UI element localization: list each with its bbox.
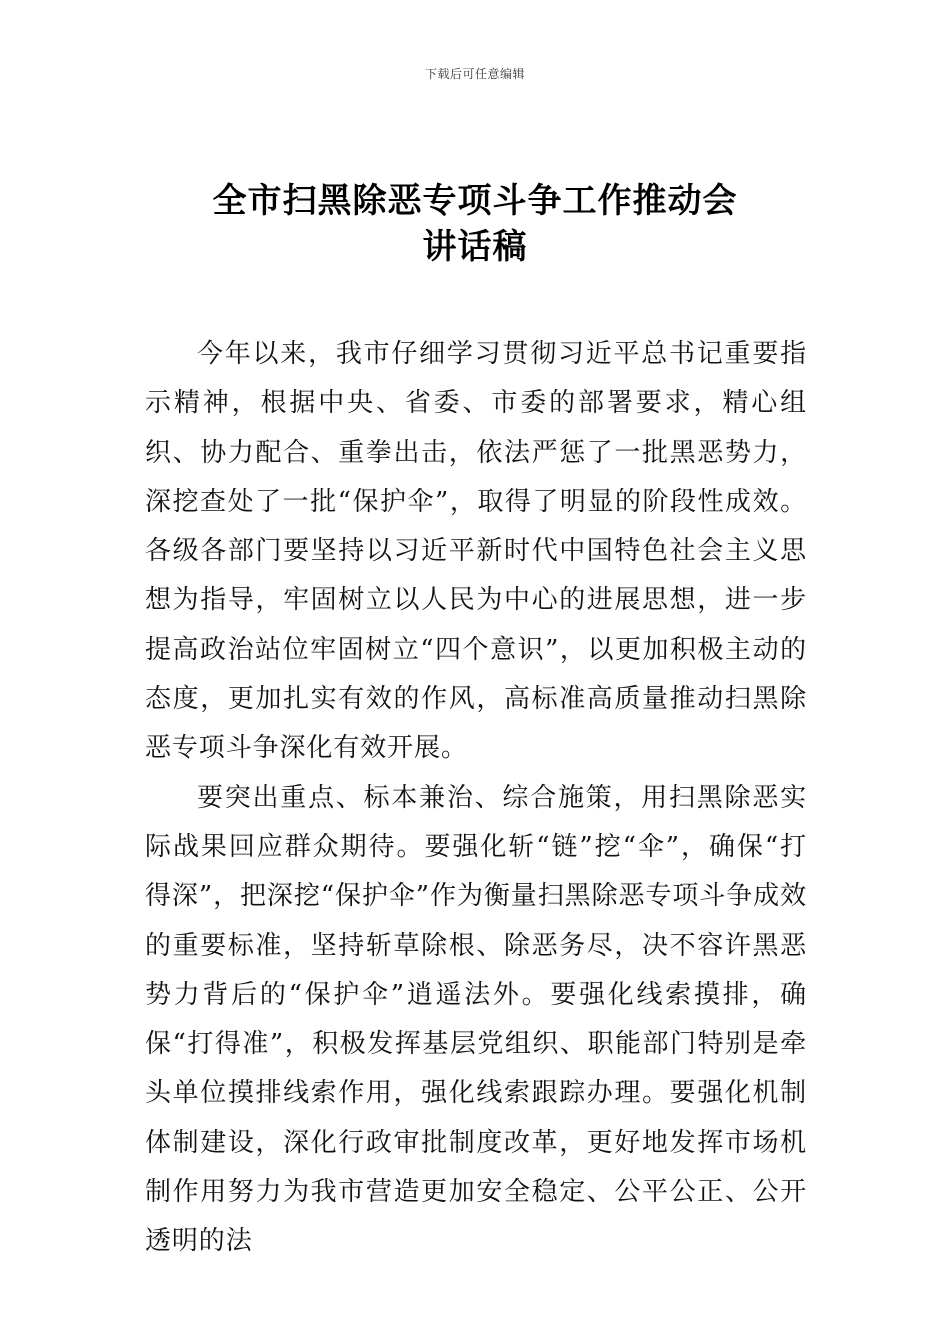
header-note: 下载后可任意编辑 [424,67,525,81]
paragraph-1: 今年以来，我市仔细学习贯彻习近平总书记重要指示精神，根据中央、省委、市委的部署要求，精心组织、协力配合、重拳出击，依法严惩了一批黑恶势力，深挖查处了一批“保护伞”，取得了明显的阶段性成效。各级各部门要坚持以习近平新时代中国特色社会主义思想为指导，牢固树立以人民为中心的进展思想，进一步提高政治站位牢固树立“四个意识”，以更加积极主动的态度，更加扎实有效的作风，高标准高质量推动扫黑除恶专项斗争深化有效开展。 [145,339,807,764]
paragraph-2: 要突出重点、标本兼治、综合施策，用扫黑除恶实际战果回应群众期待。要强化斩“链”挖“伞”，确保“打得深”，把深挖“保护伞”作为衡量扫黑除恶专项斗争成效的重要标准，坚持斩草除根、除恶务尽，决不容许黑恶势力背后的“保护伞”逍遥法外。要强化线索摸排，确保“打得准”，积极发挥基层党组织、职能部门特别是牵头单位摸排线索作用，强化线索跟踪办理。要强化机制体制建设，深化行政审批制度改革，更好地发挥市场机制作用努力为我市营造更加安全稳定、公平公正、公开透明的法 [145,782,807,1257]
document-body [145,330,807,1267]
document-title [0,178,950,270]
title-line-2: 讲话稿 [422,227,528,267]
title-line-1: 全市扫黑除恶专项斗争工作推动会 [212,181,738,221]
